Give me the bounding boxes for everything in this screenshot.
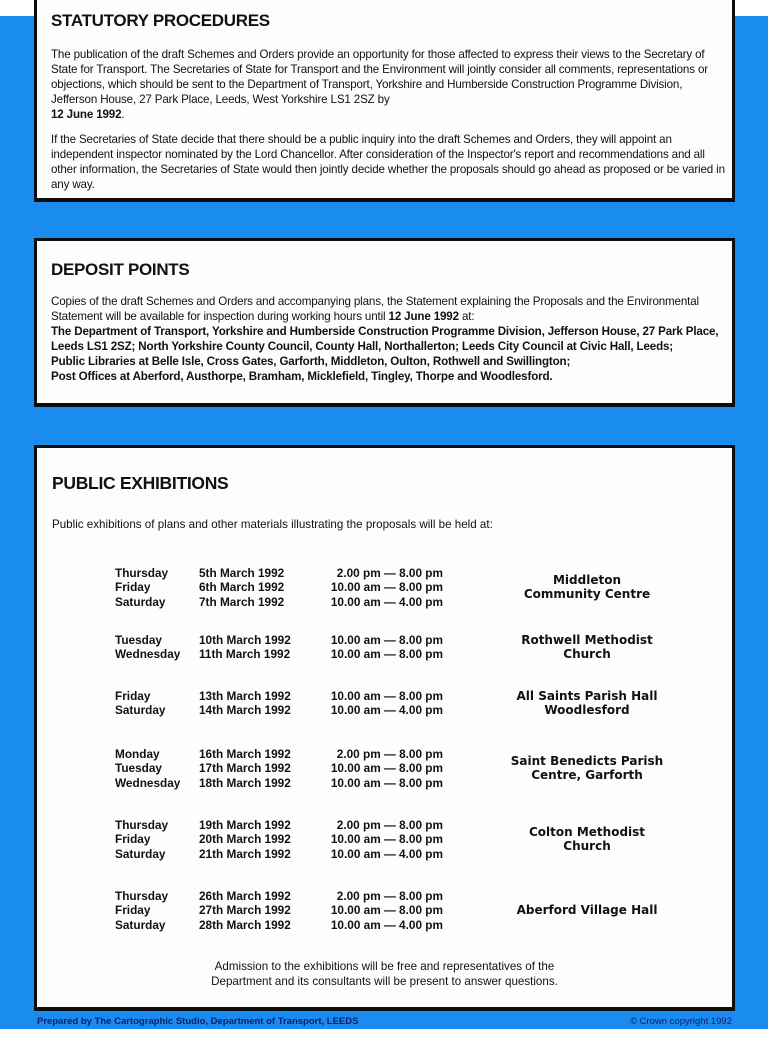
schedule-time: 2.00 pm — 8.00 pm [336, 566, 443, 580]
admission-note: Admission to the exhibitions will be free and representatives of the Department and its consultants will be present to answer questions. [211, 960, 558, 988]
schedule-time: 2.00 pm — 8.00 pm [336, 818, 443, 832]
statutory-paragraph-1: The publication of the draft Schemes and Orders provide an opportunity for those affected to express their views to the Secretary of State for Transport. The Secretaries of State for Transport and the Environment will jointly consider all comments, representations or objections, which should be sent to the Department of Transport, Yorkshire and Humberside Construction Programme Division, Jefferson House, 27 Park Place, Leeds, West Yorkshire LS1 2SZ by 12 June 1992. [51, 48, 708, 121]
public-exhibitions-box [34, 445, 735, 1011]
schedule-day: Saturday [115, 703, 166, 718]
venue-name: Colton Methodist Church [528, 825, 646, 854]
schedule-day: Saturday [115, 846, 166, 861]
deadline-date: 12 June 1992 [51, 108, 122, 121]
exhibitions-intro: Public exhibitions of plans and other materials illustrating the proposals will be held at: [52, 518, 493, 531]
schedule-day: Friday [115, 689, 151, 703]
prepared-by-credit: Prepared by The Cartographic Studio, Department of Transport, LEEDS [37, 1016, 359, 1027]
schedule-day: Saturday [115, 917, 166, 932]
schedule-date: 10th March 1992 [199, 633, 291, 647]
schedule-date: 28th March 1992 [199, 917, 291, 932]
schedule-date: 5th March 1992 [199, 566, 285, 580]
schedule-date: 21th March 1992 [199, 846, 291, 861]
schedule-day: Thursday [115, 889, 169, 903]
schedule-date: 20th March 1992 [199, 832, 291, 847]
schedule-day: Tuesday [115, 761, 162, 776]
venue-name: Aberford Village Hall [516, 903, 658, 918]
schedule-date: 27th March 1992 [199, 903, 291, 918]
deposit-paragraph: Copies of the draft Schemes and Orders and accompanying plans, the Statement explaining the Proposals and the Environmental Statement will be available for inspection during working hours until 12 June 1992 at: The Department of Transport, Yorkshire and Humberside Construction Programme Division, Jefferson House, 27 Park Place, Leeds LS1 2SZ; North Yorkshire County Council, County Hall, Northallerton; Leeds City Council at Civic Hall, Leeds; Public Libraries at Belle Isle, Cross Gates, Garforth, Middleton, Oulton, Rothwell and Swillington; Post Offices at Aberford, Austhorpe, Bramham, Micklefield, Tingley, Thorpe and Woodlesford. [51, 295, 719, 383]
schedule-date: 19th March 1992 [199, 818, 291, 832]
schedule-date: 7th March 1992 [199, 594, 285, 609]
venue-name: Rothwell Methodist Church [521, 633, 653, 662]
venue-name: Saint Benedicts Parish Centre, Garforth [510, 754, 664, 783]
deposit-locations-post-offices: Post Offices at Aberford, Austhorpe, Bramham, Micklefield, Tingley, Thorpe and Woodlesford. [51, 370, 553, 383]
schedule-time: 10.00 am — 8.00 pm [330, 775, 443, 790]
schedule-time: 10.00 am — 4.00 pm [330, 594, 443, 609]
schedule-day: Thursday [115, 818, 169, 832]
schedule-time: 2.00 pm — 8.00 pm [336, 889, 443, 903]
schedule-date: 16th March 1992 [199, 747, 291, 761]
schedule-date: 18th March 1992 [199, 775, 291, 790]
venue-name: Middleton Community Centre [523, 573, 651, 602]
schedule-day: Wednesday [115, 647, 181, 662]
schedule-day: Wednesday [115, 775, 181, 790]
deposit-locations-offices: The Department of Transport, Yorkshire and Humberside Construction Programme Division, Jefferson House, 27 Park Place, Leeds LS1 2SZ; North Yorkshire County Council, County Hall, Northallerton; Leeds City Council at Civic Hall, Leeds; [51, 325, 719, 353]
schedule-time: 10.00 am — 8.00 pm [330, 689, 443, 703]
copyright-notice: © Crown copyright 1992 [629, 1016, 732, 1027]
schedule-day: Friday [115, 580, 151, 595]
schedule-date: 17th March 1992 [199, 761, 291, 776]
schedule-time: 10.00 am — 8.00 pm [330, 580, 443, 595]
section-title: DEPOSIT POINTS [51, 260, 190, 279]
section-title: STATUTORY PROCEDURES [51, 11, 270, 30]
schedule-day: Friday [115, 832, 151, 847]
schedule-day: Thursday [115, 566, 169, 580]
schedule-date: 11th March 1992 [199, 647, 291, 662]
schedule-date: 6th March 1992 [199, 580, 285, 595]
schedule-time: 10.00 am — 4.00 pm [330, 703, 443, 718]
venue-name: All Saints Parish Hall Woodlesford [516, 689, 658, 718]
schedule-day: Saturday [115, 594, 166, 609]
schedule-date: 26th March 1992 [199, 889, 291, 903]
schedule-time: 10.00 am — 4.00 pm [330, 917, 443, 932]
schedule-date: 14th March 1992 [199, 703, 291, 718]
schedule-time: 10.00 am — 8.00 pm [330, 903, 443, 918]
schedule-time: 2.00 pm — 8.00 pm [336, 747, 443, 761]
section-title: PUBLIC EXHIBITIONS [52, 473, 229, 493]
statutory-paragraph-2: If the Secretaries of State decide that there should be a public inquiry into the draft Schemes and Orders, they will appoint an independent inspector nominated by the Lord Chancellor. After consideration of the Inspector's report and recommendations and all other information, the Secretaries of State would then jointly decide whether the proposals should go ahead as proposed or be varied in any way. [51, 133, 725, 191]
schedule-time: 10.00 am — 8.00 pm [330, 832, 443, 847]
statutory-procedures-box [34, 0, 735, 202]
deposit-locations-libraries: Public Libraries at Belle Isle, Cross Gates, Garforth, Middleton, Oulton, Rothwell and Swillington; [51, 355, 571, 368]
schedule-date: 13th March 1992 [199, 689, 291, 703]
schedule-time: 10.00 am — 8.00 pm [330, 647, 443, 662]
schedule-day: Tuesday [115, 633, 162, 647]
schedule-day: Friday [115, 903, 151, 918]
schedule-day: Monday [115, 747, 160, 761]
schedule-time: 10.00 am — 4.00 pm [330, 846, 443, 861]
deposit-points-box [34, 238, 735, 407]
schedule-time: 10.00 am — 8.00 pm [330, 761, 443, 776]
schedule-time: 10.00 am — 8.00 pm [330, 633, 443, 647]
